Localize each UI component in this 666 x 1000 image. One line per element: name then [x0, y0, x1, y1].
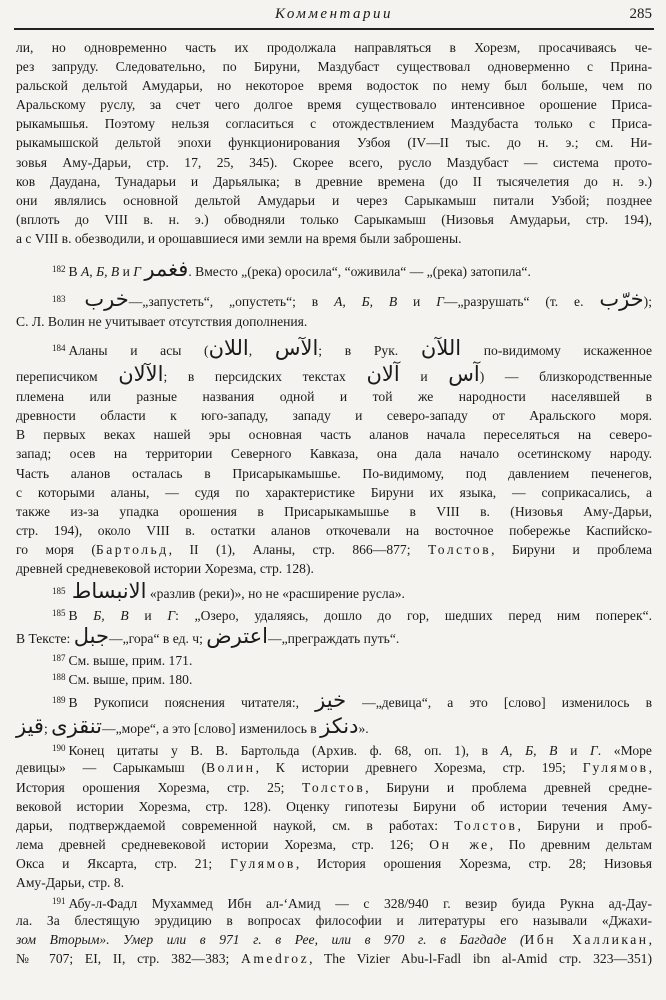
author-name: Гулямов	[582, 760, 649, 776]
running-title: Комментарии	[274, 6, 394, 22]
arabic-word: اللان	[208, 336, 249, 361]
arabic-word: اللآن	[420, 336, 462, 361]
author-name: Бартольд	[95, 541, 169, 557]
text-line: с которыми аланы, — судя по характеристике Бируни их языка, — соприкасались, а	[16, 484, 652, 500]
author-name: Ибн Халликан	[524, 932, 649, 948]
text-line: Часть аланов осталась в Присарыкамышье. По-видимому, под давлением печенегов,	[16, 465, 652, 481]
text-line: Аральскому руслу, за счет чего долгое время существовало интенсивное орошение Приса-	[16, 97, 652, 113]
text-line: также из-за упадка орошения в Присарыкамышье в VIII в. (Низовья Аму-Дарьи,	[16, 503, 652, 519]
footnote-number: 189	[52, 695, 66, 706]
footnote-number: 185	[52, 608, 66, 619]
author-name: Он же	[429, 836, 490, 852]
text-line: древней средневековой истории Хорезма, стр. 128).	[16, 560, 314, 576]
footnote-191: $^{191}$ Абу-л-Фадл Мухаммед Ибн ал-‘Амид — с 328/940 г. везир буида Рукна ад-Дау- ла. За блестящую эрудицию в вопросах философии и литературы его называли «Джахи- зом Вторым». Умер или в 971 г. в Рее, или в 970 г. в Багдаде (Ибн Халликан, № 707; EI, II, стр. 382—383; Amedroz, The Vizier Abu-l-Fadl ibn al-Amid стр. 323—351)	[16, 896, 652, 967]
footnote-185a: $^{185}$ الانبساط «разлив (реки)», но не «расширение русла».	[52, 579, 405, 604]
arabic-word: جبل	[73, 624, 109, 649]
footnote-185b: $^{185}$ В Б, В и Г: „Озеро, удаляясь, дошло до гор, шедших перед ним поперек“. В Тексте: جبل—„гора“ в ед. ч; اعترض—„преграждать путь“.	[16, 608, 653, 649]
text-line: ла. За блестящую эрудицию в вопросах философии и литературы его называли «Джахи-	[16, 913, 652, 929]
author-name: Гулямов	[229, 855, 296, 871]
arabic-word: خرب	[84, 287, 129, 312]
text-line: племена или разные названия одной и той же народности населявшей в	[16, 389, 652, 405]
footnote-number: 185	[52, 586, 66, 597]
text-line: В первых веках нашей эры основная часть аланов начала переселяться на северо-	[16, 427, 652, 443]
footnote-number: 188	[52, 672, 66, 683]
page-header	[14, 2, 654, 28]
arabic-word: قيز	[16, 714, 44, 739]
author-name: Толстов	[427, 541, 492, 557]
footnote-188: $^{188}$ См. выше, прим. 180.	[52, 672, 193, 688]
text-line: стр. 194), около VIII в. остатки аланов откочевали на восточное побережье Каспийско-	[16, 522, 652, 538]
text-line: ральской дельтой Амударьи, но некоторое время водосток по нему был больше, чем по	[16, 78, 652, 94]
arabic-word: اعترض	[206, 624, 268, 649]
text-line: а с VIII в. обезводили, и орошавшиеся ими земли на время были заброшены.	[16, 230, 462, 246]
text-line: Аму-Дарьи, стр. 8.	[16, 875, 125, 890]
arabic-word: خرّب	[599, 287, 644, 312]
text-line: древности области к юго-западу, западу и северо-западу от Аральского моря.	[16, 408, 652, 424]
author-name: Толстов	[454, 817, 518, 833]
footnote-number: 182	[52, 264, 66, 275]
arabic-word: دنكز	[320, 714, 359, 739]
arabic-word: تنقزى	[51, 714, 102, 739]
text-line: рез запруду. Следовательно, по Бируни, Маздубаст существовал одноверменно с Прина-	[16, 59, 652, 75]
text-line: (вплоть до VIII в. н. э.) обводняли только Сарыкамыш (Низовья Амударьи, стр. 194),	[16, 211, 652, 227]
footnote-number: 184	[52, 343, 66, 354]
header-rule	[14, 28, 654, 30]
paragraph-continued	[16, 38, 652, 248]
arabic-word: فغمر	[144, 257, 189, 282]
page-number: 285	[629, 6, 652, 22]
footnote-number: 191	[52, 896, 66, 907]
text-line: С. Л. Волин не учитывает отсутствия дополнения.	[16, 314, 308, 330]
arabic-word: الآس	[274, 336, 319, 361]
author-name: Волин	[206, 760, 256, 776]
footnote-190: $^{190}$ Конец цитаты у В. В. Бартольда (Архив. ф. 68, оп. 1), в А, Б, В и Г. «Море девицы» — Сарыкамыш (Волин, К истории древнего Хорезма, стр. 195; Гулямов, История орошения Хорезма, стр. 25; Толстов, Бируни и проблема древней средне- вековой истории Хорезма, стр. 128). Оценку гипотезы Бируни об истории течения Аму- дарьи, подтверждаемой современной наукой, см. в работах: Толстов, Бируни и проб- лема древней средневековой истории Хорезма, стр. 126; Он же, По древним дельтам Окса и Яксарта, стр. 21; Гулямов, История орошения Хорезма, стр. 28; Низовья Аму-Дарьи, стр. 8.	[16, 739, 652, 892]
footnote-183: $^{183}$ خرب—„запустеть“, „опустеть“; в А, Б, В и Г—„разрушать“ (т. е. خرّب); С. Л. Волин не учитывает отсутствия дополнения.	[16, 286, 652, 331]
footnote-187: $^{187}$ См. выше, прим. 171.	[52, 653, 193, 669]
text-line: рыкамышской дельтой эпохи функционирования Узбоя (IV—II тыс. до н. э.; см. Ни-	[16, 135, 652, 151]
footnote-number: 187	[52, 653, 66, 664]
page-body	[16, 38, 652, 968]
text-line: зовья Аму-Дарьи, стр. 17, 25, 345). Скорее всего, русло Маздубаст — система прото-	[16, 154, 652, 170]
arabic-word: خيز	[315, 688, 347, 713]
text-line: ли, но одновременно часть их продолжала направляться в Хорезм, просачиваясь че-	[16, 40, 652, 55]
text-line: они являлись основной дельтой Амударьи и через Сарыкамыш питали Узбой; позднее	[16, 192, 652, 208]
author-name: Толстов	[302, 779, 366, 795]
footnote-184: $^{184}$ Аланы и асы (اللان, الآس; в Рук. اللآن по-видимому искаженное переписчиком الآلان; в персидских текстах آلان и آس) — близкородственные племена или разные названия одной и той же народности населявшей в древности области к юго-западу, западу и северо-западу от Аральского моря. В первых веках нашей эры основная часть аланов начала переселяться на северо- запад; осев на территории Северного Кавказа, она дала начало осетинскому народу. Часть аланов осталась в Присарыкамышье. По-видимому, под давлением печенегов, с которыми аланы, — судя по характеристике Бируни их языка, — соприкасались, а также из-за упадка орошения в Присарыкамышье в VIII в. (Низовья Аму-Дарьи, стр. 194), около VIII в. остатки аланов откочевали на восточное побережье Каспийско- го моря (Бартольд, II (1), Аланы, стр. 866—877; Толстов, Бируни и проблема древней средневековой истории Хорезма, стр. 128).	[16, 335, 652, 578]
text-line: запад; осев на территории Северного Кавказа, она дала начало осетинскому народу.	[16, 446, 652, 462]
arabic-word: آلان	[366, 362, 400, 387]
arabic-word: الآلان	[118, 362, 164, 387]
footnote-182: $^{182}$ В А, Б, В и Г فغمر. Вместо „(река) оросила“, “оживила“ — „(река) затопила“.	[52, 257, 531, 282]
footnote-number: 190	[52, 743, 66, 754]
text-line: ков Даудана, Тунадарьи и Дарьялыка; в древние времена (до II тысячелетия до н. э.)	[16, 173, 652, 189]
author-name: Amedroz	[241, 951, 310, 967]
arabic-word: الانبساط	[71, 579, 147, 604]
text-line: вековой истории Хорезма, стр. 128). Оценку гипотезы Бируни об истории течения Аму-	[16, 798, 652, 814]
footnote-number: 183	[52, 294, 66, 305]
footnote-189: $^{189}$ В Рукописи пояснения читателя:, خيز —„девица“, а это [слово] изменилось в قيز; تنقزى—„море“, а это [слово] изменилось в دنكز».	[16, 688, 652, 739]
arabic-word: آس	[448, 362, 480, 387]
text-line: рыкамышья. Поэтому нельзя согласиться с отождествлением Маздубаста только с Приса-	[16, 116, 652, 132]
